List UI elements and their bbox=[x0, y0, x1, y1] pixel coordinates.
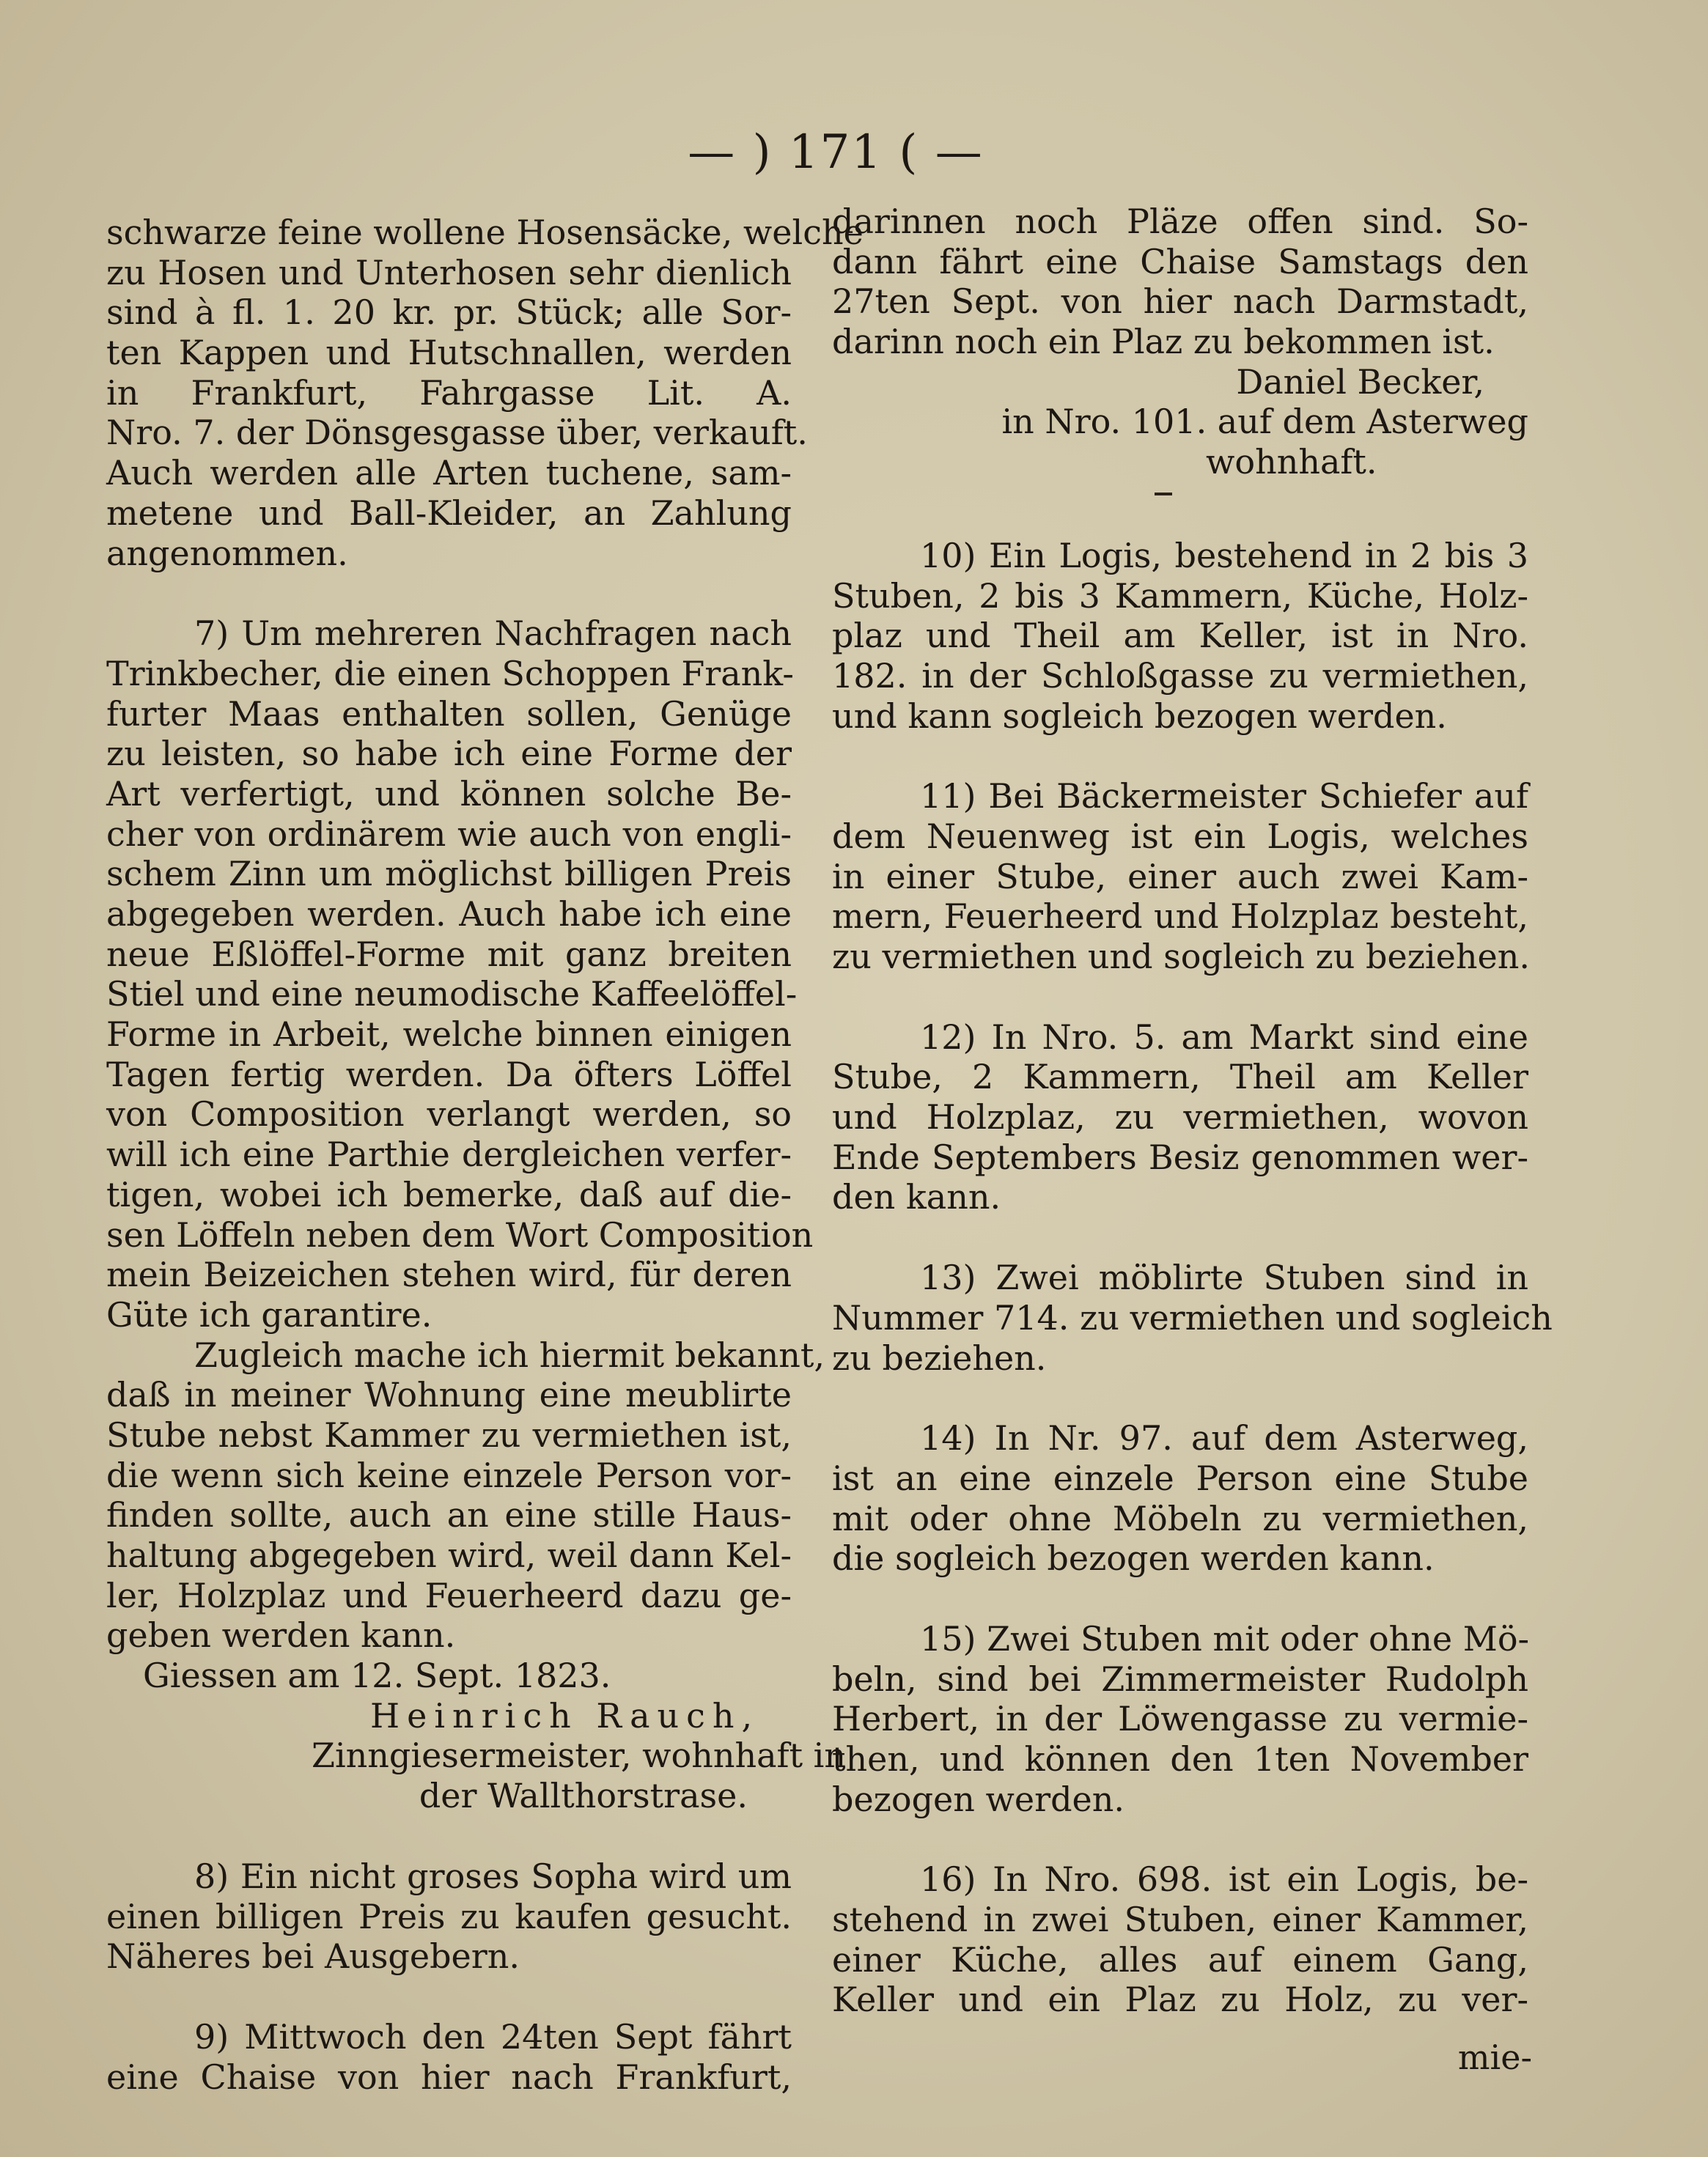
text-line: mit oder ohne Möbeln zu vermiethen, bbox=[832, 1498, 1528, 1538]
text-line: bezogen werden. bbox=[832, 1779, 1125, 1819]
text-line: Stuben, 2 bis 3 Kammern, Küche, Holz- bbox=[832, 575, 1528, 616]
paragraph-gap bbox=[106, 1816, 792, 1857]
text-line: Näheres bei Ausgebern. bbox=[106, 1936, 520, 1977]
text-line: eine Chaise von hier nach Frankfurt, bbox=[106, 2057, 792, 2097]
text-line: Keller und ein Plaz zu Holz, zu ver- bbox=[832, 1980, 1528, 2020]
text-line: 7) Um mehreren Nachfragen nach bbox=[194, 613, 792, 654]
text-line: Stiel und eine neumodische Kaffeelöffel- bbox=[106, 974, 798, 1014]
text-line: tigen, wobei ich bemerke, daß auf die- bbox=[106, 1174, 792, 1214]
text-line: und Holzplaz, zu vermiethen, wovon bbox=[832, 1097, 1528, 1138]
text-line: daß in meiner Wohnung eine meublirte bbox=[106, 1375, 792, 1415]
paragraph-gap bbox=[832, 495, 1528, 536]
text-line: Stube nebst Kammer zu vermiethen ist, bbox=[106, 1415, 792, 1455]
text-line: 27ten Sept. von hier nach Darmstadt, bbox=[832, 281, 1528, 322]
text-line: Stube, 2 Kammern, Theil am Keller bbox=[832, 1057, 1528, 1097]
text-line: 15) Zwei Stuben mit oder ohne Mö- bbox=[920, 1618, 1530, 1659]
text-line: 12) In Nro. 5. am Markt sind eine bbox=[920, 1017, 1528, 1057]
text-line: haltung abgegeben wird, weil dann Kel- bbox=[106, 1535, 792, 1575]
text-line: angenommen. bbox=[106, 533, 348, 573]
text-line: 13) Zwei möblirte Stuben sind in bbox=[920, 1258, 1528, 1298]
text-line: Ende Septembers Besiz genommen wer- bbox=[832, 1137, 1528, 1177]
text-line: 14) In Nr. 97. auf dem Asterweg, bbox=[920, 1418, 1528, 1459]
paragraph-gap bbox=[106, 1977, 792, 2017]
text-line: ist an eine einzele Person eine Stube bbox=[832, 1458, 1528, 1498]
text-line: den kann. bbox=[832, 1177, 1001, 1217]
right-column bbox=[832, 202, 1553, 2020]
text-line: der Wallthorstrase. bbox=[419, 1776, 748, 1816]
text-line: Zinngiesermeister, wohnhaft in bbox=[312, 1736, 847, 1776]
text-line: dann fährt eine Chaise Samstags den bbox=[832, 241, 1528, 281]
text-line: plaz und Theil am Keller, ist in Nro. bbox=[832, 616, 1528, 656]
text-line: abgegeben werden. Auch habe ich eine bbox=[106, 894, 792, 934]
paragraph-gap bbox=[832, 1378, 1528, 1418]
text-line: beln, sind bei Zimmermeister Rudolph bbox=[832, 1659, 1528, 1699]
text-line: Heinrich Rauch, bbox=[370, 1695, 760, 1736]
text-line: sind à fl. 1. 20 kr. pr. Stück; alle Sor- bbox=[106, 292, 792, 333]
text-line: Zugleich mache ich hiermit bekannt, bbox=[194, 1335, 825, 1375]
text-line: 16) In Nro. 698. ist ein Logis, be- bbox=[920, 1859, 1528, 1900]
text-line: Trinkbecher, die einen Schoppen Frank- bbox=[106, 653, 794, 693]
text-line: sen Löffeln neben dem Wort Composition bbox=[106, 1214, 814, 1255]
text-line: darinn noch ein Plaz zu bekommen ist. bbox=[832, 322, 1495, 362]
text-line: zu leisten, so habe ich eine Forme der bbox=[106, 734, 792, 774]
text-line: die sogleich bezogen werden kann. bbox=[832, 1538, 1435, 1579]
text-line: cher von ordinärem wie auch von engli- bbox=[106, 814, 792, 854]
left-column bbox=[106, 213, 864, 2097]
text-line: einer Küche, alles auf einem Gang, bbox=[832, 1939, 1528, 1980]
text-line: in einer Stube, einer auch zwei Kam- bbox=[832, 856, 1528, 896]
paragraph-gap bbox=[832, 977, 1528, 1017]
paragraph-gap bbox=[832, 1217, 1528, 1258]
text-line: Forme in Arbeit, welche binnen einigen bbox=[106, 1014, 792, 1055]
text-line: Giessen am 12. Sept. 1823. bbox=[143, 1656, 611, 1696]
text-line: und kann sogleich bezogen werden. bbox=[832, 696, 1447, 736]
paragraph-gap bbox=[832, 736, 1528, 776]
text-line: 10) Ein Logis, bestehend in 2 bis 3 bbox=[920, 535, 1528, 575]
text-line: Auch werden alle Arten tuchene, sam- bbox=[106, 453, 792, 493]
text-line: Tagen fertig werden. Da öfters Löffel bbox=[106, 1054, 792, 1094]
text-line: Daniel Becker, bbox=[1236, 361, 1484, 402]
text-line: in Frankfurt, Fahrgasse Lit. A. bbox=[106, 372, 792, 413]
text-line: neue Eßlöffel-Forme mit ganz breiten bbox=[106, 934, 792, 974]
text-line: darinnen noch Pläze offen sind. So- bbox=[832, 202, 1528, 241]
text-line: 11) Bei Bäckermeister Schiefer auf bbox=[920, 776, 1528, 816]
text-line: mern, Feuerheerd und Holzplaz besteht, bbox=[832, 896, 1528, 937]
text-line: schem Zinn um möglichst billigen Preis bbox=[106, 854, 792, 894]
text-line: Nro. 7. der Dönsgesgasse über, verkauft. bbox=[106, 413, 808, 453]
text-line: Herbert, in der Löwengasse zu vermie- bbox=[832, 1699, 1528, 1739]
text-line: Nummer 714. zu vermiethen und sogleich bbox=[832, 1297, 1553, 1338]
text-line: in Nro. 101. auf dem Asterweg bbox=[1001, 402, 1528, 442]
text-line: Art verfertigt, und können solche Be- bbox=[106, 773, 792, 814]
paragraph-gap bbox=[832, 1819, 1528, 1859]
text-line: furter Maas enthalten sollen, Genüge bbox=[106, 693, 792, 734]
text-line: 8) Ein nicht groses Sopha wird um bbox=[194, 1856, 792, 1896]
text-line: Güte ich garantire. bbox=[106, 1294, 432, 1335]
text-line: will ich eine Parthie dergleichen verfer- bbox=[106, 1135, 792, 1175]
text-line: einen billigen Preis zu kaufen gesucht. bbox=[106, 1896, 792, 1936]
text-line: zu vermiethen und sogleich zu beziehen. bbox=[832, 937, 1530, 976]
text-line: mein Beizeichen stehen wird, für deren bbox=[106, 1255, 792, 1295]
text-line: metene und Ball-Kleider, an Zahlung bbox=[106, 493, 792, 533]
text-line: zu Hosen und Unterhosen sehr dienlich bbox=[106, 252, 792, 292]
text-line: dem Neuenweg ist ein Logis, welches bbox=[832, 816, 1528, 856]
text-line: die wenn sich keine einzele Person vor- bbox=[106, 1455, 792, 1495]
text-line: 9) Mittwoch den 24ten Sept fährt bbox=[194, 2016, 792, 2057]
paragraph-gap bbox=[106, 573, 792, 613]
text-line: geben werden kann. bbox=[106, 1615, 456, 1656]
paragraph-gap bbox=[832, 1579, 1528, 1619]
text-line: von Composition verlangt werden, so bbox=[106, 1094, 792, 1135]
text-line: ler, Holzplaz und Feuerheerd dazu ge- bbox=[106, 1575, 792, 1615]
text-line: zu beziehen. bbox=[832, 1338, 1047, 1378]
text-line: 182. in der Schloßgasse zu vermiethen, bbox=[832, 655, 1528, 696]
page-header: — ) 171 ( — bbox=[688, 125, 984, 180]
text-line: stehend in zwei Stuben, einer Kammer, bbox=[832, 1900, 1528, 1940]
text-line: schwarze feine wollene Hosensäcke, welche bbox=[106, 213, 864, 252]
catchword: mie- bbox=[1457, 2038, 1532, 2077]
text-line: finden sollte, auch an eine stille Haus- bbox=[106, 1495, 792, 1535]
text-line: ten Kappen und Hutschnallen, werden bbox=[106, 333, 792, 373]
text-line: wohnhaft. bbox=[1206, 442, 1377, 482]
text-line: then, und können den 1ten November bbox=[832, 1739, 1528, 1779]
